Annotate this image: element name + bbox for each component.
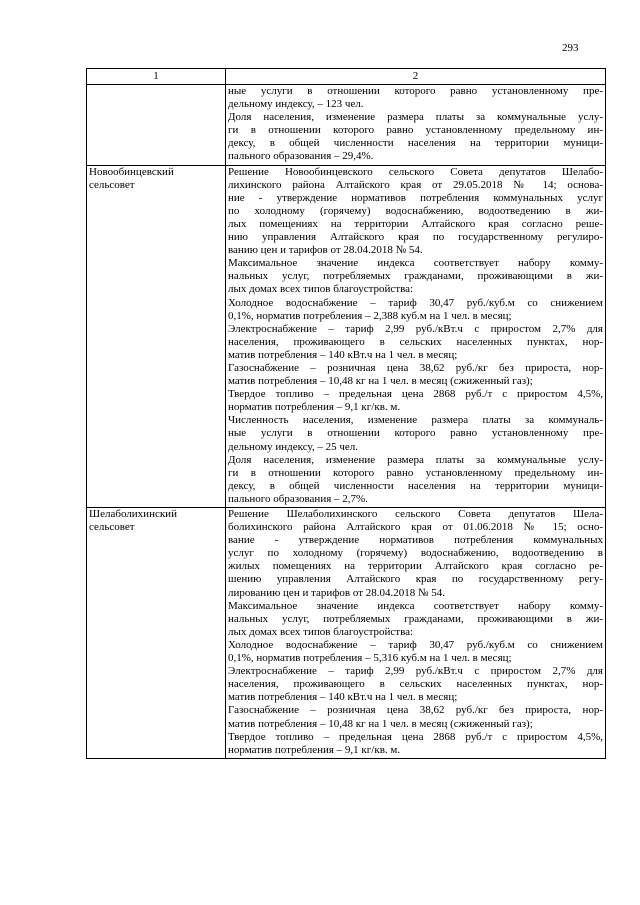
- text-line: 0,1%, норматив потребления – 2,388 куб.м на 1 чел. в месяц;: [228, 309, 512, 322]
- text-line: матив потребления – 140 кВт.ч на 1 чел. в месяц;: [228, 348, 458, 361]
- table-row: [87, 85, 606, 166]
- text-line: Решение Новообинцевского сельского Совета депутатов Шелабо-: [228, 165, 603, 178]
- text-line: ные услуги в отношении которого равно установленному пре-: [228, 85, 603, 97]
- table-row: [87, 165, 606, 507]
- text-line: Максимальное значение индекса соответствует набору комму-: [228, 599, 603, 612]
- text-line: лых помещениях на территории Алтайского края согласно реше-: [228, 217, 603, 230]
- text-line: ные услуги в отношении которого равно установленному пре-: [228, 427, 603, 440]
- text-line: Холодное водоснабжение – тариф 30,47 руб./куб.м со снижением: [228, 296, 603, 309]
- text-line: матив потребления – 10,48 кг на 1 чел. в месяц (сжиженный газ);: [228, 375, 533, 388]
- text-line: норматив потребления – 9,1 кг/кв. м.: [228, 743, 401, 756]
- text-line: по холодному (горячему) водоснабжению, водоотведению в жи-: [228, 204, 603, 217]
- text-line: 0,1%, норматив потребления – 5,316 куб.м на 1 чел. в месяц;: [228, 652, 512, 665]
- column-header-2: 2: [226, 69, 606, 85]
- text-line: матив потребления – 140 кВт.ч на 1 чел. в месяц;: [228, 691, 458, 704]
- text-line: Доля населения, изменение размера платы за коммунальные услу-: [228, 453, 603, 466]
- text-paragraph: [228, 508, 603, 600]
- municipality-name-line: Новообинцевский: [89, 165, 174, 178]
- text-line: пального образования – 29,4%.: [228, 150, 374, 163]
- text-line: лых домах всех типов благоустройства:: [228, 283, 414, 296]
- text-paragraph: [228, 166, 603, 258]
- text-line: Численность населения, изменение размера платы за коммуналь-: [228, 414, 603, 427]
- text-line: дельному индексу, – 123 чел.: [228, 98, 364, 111]
- municipality-name-cell: [87, 85, 226, 166]
- text-line: Электроснабжение – тариф 2,99 руб./кВт.ч с приростом 2,7% для: [228, 322, 603, 335]
- text-line: дельному индексу, – 25 чел.: [228, 440, 358, 453]
- text-line: Газоснабжение – розничная цена 38,62 руб./кг без прироста, нор-: [228, 361, 603, 374]
- text-line: Твердое топливо – предельная цена 2868 руб./т с приростом 4,5%,: [228, 730, 603, 743]
- municipality-name-cell: [87, 165, 226, 507]
- decision-text-cell: [226, 165, 606, 507]
- text-paragraph: [228, 297, 603, 323]
- text-line: нию управления Алтайского края по государственному регулиро-: [228, 231, 603, 244]
- table-body: [87, 85, 606, 759]
- text-line: лированию цен и тарифов от 28.04.2018 № 54.: [228, 586, 446, 599]
- text-line: услуг по холодному (горячему) водоснабжению, водоотведению в: [228, 547, 603, 560]
- municipality-name-cell: [87, 508, 226, 759]
- text-line: Решение Шелаболихинского сельского Совета депутатов Шела-: [228, 508, 603, 520]
- text-line: вание - утверждение нормативов потребления коммунальных: [228, 534, 603, 547]
- municipality-name-line: Шелаболихинский: [89, 508, 177, 520]
- text-paragraph: [228, 414, 603, 453]
- text-line: жилых помещениях на территории Алтайского края согласно ре-: [228, 560, 603, 573]
- text-paragraph: [228, 257, 603, 296]
- text-line: населения, проживающего в сельских населенных пунктах, нор-: [228, 335, 603, 348]
- text-line: шению управления Алтайского края по государственному регу-: [228, 573, 603, 586]
- text-line: дексу, в общей численности населения на территории муници-: [228, 137, 603, 150]
- text-paragraph: [228, 85, 603, 111]
- text-line: ги в отношении которого равно установленному предельному ин-: [228, 466, 603, 479]
- text-paragraph: [228, 323, 603, 362]
- text-line: Газоснабжение – розничная цена 38,62 руб./кг без прироста, нор-: [228, 704, 603, 717]
- text-line: нальных услуг, потребляемых гражданами, проживающими в жи-: [228, 612, 603, 625]
- text-paragraph: [228, 600, 603, 639]
- text-line: дексу, в общей численности населения на территории муници-: [228, 479, 603, 492]
- text-line: болихинского района Алтайского края от 01.06.2018 № 15; осно-: [228, 521, 603, 534]
- text-line: лихинского района Алтайского края от 29.05.2018 № 14; основа-: [228, 178, 603, 191]
- text-paragraph: [228, 388, 603, 414]
- text-line: ванию цен и тарифов от 28.04.2018 № 54.: [228, 244, 423, 257]
- text-line: Твердое топливо – предельная цена 2868 руб./т с приростом 4,5%,: [228, 388, 603, 401]
- text-paragraph: [228, 731, 603, 757]
- page-number: 293: [562, 42, 579, 54]
- text-line: лых домах всех типов благоустройства:: [228, 625, 414, 638]
- municipality-name-line: сельсовет: [89, 178, 135, 191]
- text-paragraph: [228, 362, 603, 388]
- text-line: Холодное водоснабжение – тариф 30,47 руб./куб.м со снижением: [228, 638, 603, 651]
- text-line: матив потребления – 10,48 кг на 1 чел. в месяц (сжиженный газ);: [228, 717, 533, 730]
- table-header-row: [87, 69, 606, 85]
- text-line: Доля населения, изменение размера платы за коммунальные услу-: [228, 111, 603, 124]
- text-paragraph: [228, 639, 603, 665]
- text-paragraph: [228, 704, 603, 730]
- text-line: ние - утверждение нормативов потребления коммунальных услуг: [228, 191, 603, 204]
- municipality-name-line: сельсовет: [89, 521, 135, 534]
- text-line: Электроснабжение – тариф 2,99 руб./кВт.ч с приростом 2,7% для: [228, 665, 603, 678]
- text-paragraph: [228, 665, 603, 704]
- decision-text-cell: [226, 508, 606, 759]
- text-paragraph: [228, 111, 603, 163]
- text-line: ги в отношении которого равно установленному предельному ин-: [228, 124, 603, 137]
- decision-text-cell: [226, 85, 606, 166]
- text-paragraph: [228, 454, 603, 506]
- text-line: нальных услуг, потребляемых гражданами, проживающими в жи-: [228, 270, 603, 283]
- document-table: [86, 68, 606, 759]
- text-line: норматив потребления – 9,1 кг/кв. м.: [228, 401, 401, 414]
- column-header-1: 1: [87, 69, 226, 85]
- table-row: [87, 508, 606, 759]
- text-line: населения, проживающего в сельских населенных пунктах, нор-: [228, 678, 603, 691]
- text-line: пального образования – 2,7%.: [228, 492, 368, 505]
- text-line: Максимальное значение индекса соответствует набору комму-: [228, 257, 603, 270]
